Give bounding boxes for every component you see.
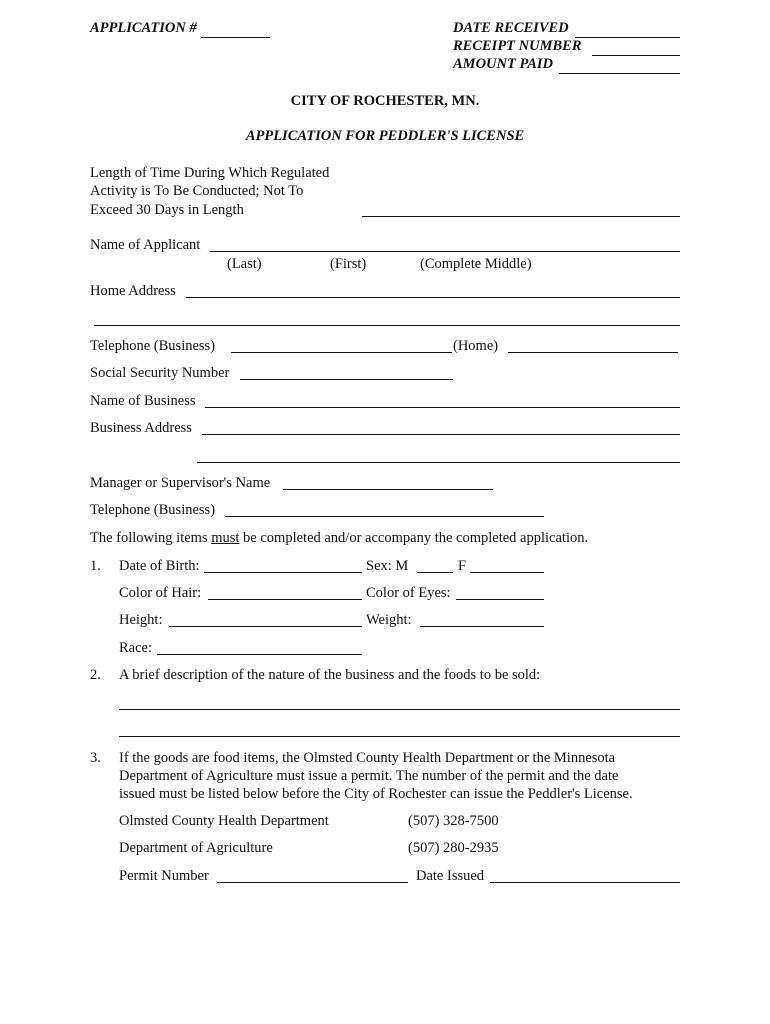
sex-female-field[interactable] bbox=[470, 554, 544, 573]
date-of-birth-label: Date of Birth: bbox=[119, 558, 200, 574]
receipt-number-label: RECEIPT NUMBER bbox=[453, 38, 582, 54]
duration-label-line1: Length of Time During Which Regulated bbox=[90, 165, 330, 181]
agriculture-department-label: Department of Agriculture bbox=[119, 840, 273, 856]
last-name-hint: (Last) bbox=[227, 256, 262, 272]
agriculture-department-phone: (507) 280-2935 bbox=[408, 840, 499, 856]
application-number-field[interactable] bbox=[201, 19, 270, 38]
must-emphasis: must bbox=[211, 530, 240, 546]
date-of-birth-field[interactable] bbox=[204, 554, 362, 573]
date-received-label: DATE RECEIVED bbox=[453, 20, 569, 36]
health-department-phone: (507) 328-7500 bbox=[408, 813, 499, 829]
race-field[interactable] bbox=[157, 636, 362, 655]
manager-name-field[interactable] bbox=[283, 471, 493, 490]
manager-telephone-field[interactable] bbox=[225, 498, 544, 517]
applicant-name-label: Name of Applicant bbox=[90, 237, 201, 253]
telephone-business-field[interactable] bbox=[231, 334, 452, 353]
business-description-field-line1[interactable] bbox=[119, 691, 680, 710]
business-description-field-line2[interactable] bbox=[119, 718, 680, 737]
health-department-label: Olmsted County Health Department bbox=[119, 813, 329, 829]
item1-number: 1. bbox=[90, 558, 101, 574]
date-issued-field[interactable] bbox=[490, 864, 680, 883]
middle-name-hint: (Complete Middle) bbox=[420, 256, 532, 272]
document-title: CITY OF ROCHESTER, MN. bbox=[290, 93, 480, 109]
business-name-label: Name of Business bbox=[90, 393, 196, 409]
receipt-number-field[interactable] bbox=[592, 37, 680, 56]
ssn-label: Social Security Number bbox=[90, 365, 230, 381]
item3-text-line2: Department of Agriculture must issue a permit. The number of the permit and the date bbox=[119, 768, 619, 784]
business-address-field[interactable] bbox=[202, 416, 680, 435]
race-label: Race: bbox=[119, 640, 153, 656]
home-address-field[interactable] bbox=[186, 279, 680, 298]
hair-color-label: Color of Hair: bbox=[119, 585, 202, 601]
application-number-label: APPLICATION # bbox=[90, 20, 197, 36]
item3-text-line1: If the goods are food items, the Olmsted County Health Department or the Minnesota bbox=[119, 750, 616, 766]
item2-number: 2. bbox=[90, 667, 101, 683]
business-address-field-line2[interactable] bbox=[197, 444, 680, 463]
date-received-field[interactable] bbox=[575, 19, 680, 38]
home-address-label: Home Address bbox=[90, 283, 176, 299]
sex-male-field[interactable] bbox=[417, 554, 453, 573]
business-address-label: Business Address bbox=[90, 420, 192, 436]
business-name-field[interactable] bbox=[205, 389, 680, 408]
ssn-field[interactable] bbox=[240, 361, 453, 380]
weight-label: Weight: bbox=[366, 612, 412, 628]
permit-number-label: Permit Number bbox=[119, 868, 209, 884]
manager-name-label: Manager or Supervisor's Name bbox=[90, 475, 271, 491]
eye-color-label: Color of Eyes: bbox=[366, 585, 451, 601]
business-description-label: A brief description of the nature of the business and the foods to be sold: bbox=[119, 667, 541, 683]
height-field[interactable] bbox=[169, 608, 362, 627]
hair-color-field[interactable] bbox=[208, 581, 362, 600]
date-issued-label: Date Issued bbox=[416, 868, 485, 884]
applicant-name-field[interactable] bbox=[210, 233, 680, 252]
eye-color-field[interactable] bbox=[456, 581, 544, 600]
duration-field[interactable] bbox=[362, 198, 680, 217]
home-address-field-line2[interactable] bbox=[94, 307, 680, 326]
weight-field[interactable] bbox=[420, 608, 544, 627]
duration-label-line3: Exceed 30 Days in Length bbox=[90, 202, 244, 218]
amount-paid-label: AMOUNT PAID bbox=[453, 56, 554, 72]
amount-paid-field[interactable] bbox=[559, 55, 680, 74]
item3-text-line3: issued must be listed below before the City of Rochester can issue the Peddler's License. bbox=[119, 786, 633, 802]
document-subtitle: APPLICATION FOR PEDDLER'S LICENSE bbox=[245, 128, 525, 144]
height-label: Height: bbox=[119, 612, 163, 628]
telephone-business-label: Telephone (Business) bbox=[90, 338, 216, 354]
manager-telephone-label: Telephone (Business) bbox=[90, 502, 216, 518]
duration-label-line2: Activity is To Be Conducted; Not To bbox=[90, 183, 304, 199]
instruction-text: The following items must be completed and/or accompany the completed application. bbox=[90, 530, 589, 546]
sex-female-label: F bbox=[458, 558, 467, 574]
sex-male-label: Sex: M bbox=[366, 558, 409, 574]
item3-number: 3. bbox=[90, 750, 101, 766]
telephone-home-label: (Home) bbox=[453, 338, 499, 354]
permit-number-field[interactable] bbox=[217, 864, 408, 883]
first-name-hint: (First) bbox=[330, 256, 367, 272]
telephone-home-field[interactable] bbox=[508, 334, 678, 353]
